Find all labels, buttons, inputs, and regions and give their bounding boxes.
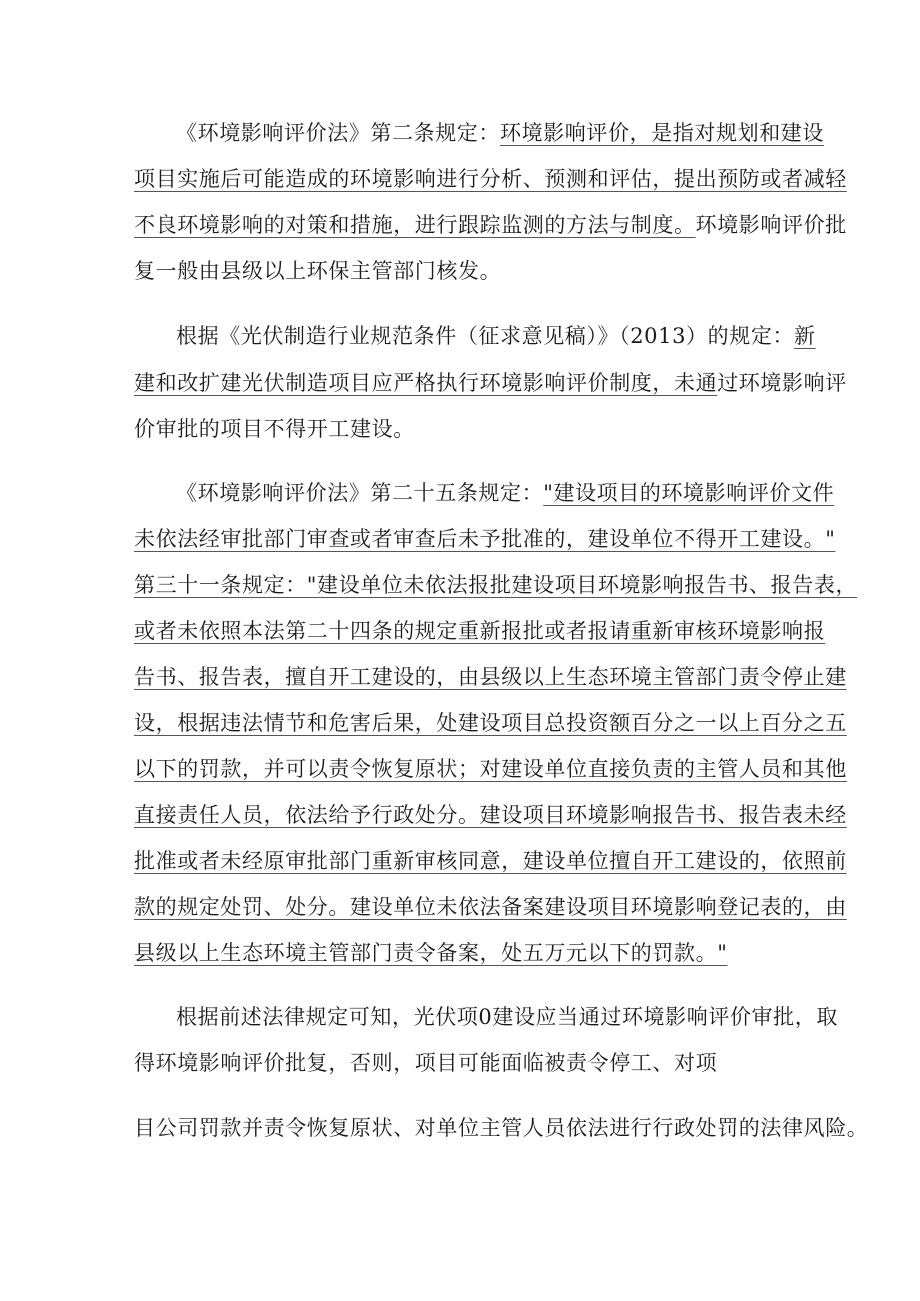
underlined-text-run: 县级以上生态环境主管部门责令备案，处五万元以下的罚款。" xyxy=(134,941,728,965)
p4-line-1 xyxy=(176,1002,838,1032)
underlined-text-run: 款的规定处罚、处分。建设单位未依法备案建设项目环境影响登记表的，由 xyxy=(134,895,847,919)
p3-line-7 xyxy=(134,754,847,784)
p3-line-8 xyxy=(134,800,847,830)
underlined-text-run: 以下的罚款，并可以责令恢复原状；对建设单位直接负责的主管人员和其他 xyxy=(134,757,847,781)
text-run: 价审批的项目不得开工建设。 xyxy=(134,417,415,441)
p2-line-3 xyxy=(134,414,415,444)
underlined-text-run: 项目实施后可能造成的环境影响进行分析、预测和评估，提出预防或者减轻 xyxy=(134,167,847,191)
p3-line-4 xyxy=(134,616,825,646)
p1-line-2 xyxy=(134,164,847,194)
text-run: 过环境影响评 xyxy=(717,371,847,395)
underlined-text-run: 设，根据违法情节和危害后果，处建设项目总投资额百分之一以上百分之五 xyxy=(134,711,847,735)
p3-line-6 xyxy=(134,708,847,738)
underlined-text-run: 直接责任人员，依法给予行政处分。建设项目环境影响报告书、报告表未经 xyxy=(134,803,847,827)
text-run: 环境影响评价批 xyxy=(695,213,847,237)
underlined-text-run: 第三十一条规定："建设单位未依法报批建设项目环境影响报告书、报告表， xyxy=(134,573,858,597)
underlined-text-run: 告书、报告表，擅自开工建设的，由县级以上生态环境主管部门责令停止建 xyxy=(134,665,847,689)
text-run: 《环境影响评价法》第二条规定： xyxy=(176,121,500,145)
p4-line-2 xyxy=(134,1048,717,1078)
underlined-text-run: 或者未依照本法第二十四条的规定重新报批或者报请重新审核环境影响报 xyxy=(134,619,826,643)
p3-line-2 xyxy=(134,524,835,554)
p2-line-2 xyxy=(134,368,847,398)
underlined-text-run: 新 xyxy=(794,324,816,348)
text-run: 目公司罚款并责令恢复原状、对单位主管人员依法进行行政处罚的法律风险。 xyxy=(134,1116,869,1140)
underlined-text-run: 未依法经审批部门审查或者审查后未予批准的，建设单位不得开工建设。" xyxy=(134,527,836,551)
p1-line-3 xyxy=(134,210,847,240)
p3-line-9 xyxy=(134,846,847,876)
text-run: 根据《光伏制造行业规范条件（征求意见稿）》（2013）的规定： xyxy=(176,324,795,348)
underlined-text-run: 不良环境影响的对策和措施，进行跟踪监测的方法与制度。 xyxy=(134,213,696,237)
p1-line-4 xyxy=(134,256,501,286)
p3-line-10 xyxy=(134,892,847,922)
underlined-text-run: "建设项目的环境影响评价文件 xyxy=(543,481,835,505)
text-run: 《环境影响评价法》第二十五条规定： xyxy=(176,481,544,505)
text-run: 得环境影响评价批复，否则，项目可能面临被责令停工、对项 xyxy=(134,1051,718,1075)
underlined-text-run: 批准或者未经原审批部门重新审核同意，建设单位擅自开工建设的，依照前 xyxy=(134,849,847,873)
text-run: 复一般由县级以上环保主管部门核发。 xyxy=(134,259,502,283)
p3-line-11 xyxy=(134,938,727,968)
p3-line-5 xyxy=(134,662,847,692)
p3-line-1 xyxy=(176,478,834,508)
underlined-text-run: 环境影响评价，是指对规划和建设 xyxy=(500,121,824,145)
p5-line-1 xyxy=(134,1113,868,1143)
p2-line-1 xyxy=(176,321,816,351)
text-run: 根据前述法律规定可知，光伏项0建设应当通过环境影响评价审批，取 xyxy=(176,1005,838,1029)
p1-line-1 xyxy=(176,118,824,148)
p3-line-3 xyxy=(134,570,857,600)
underlined-text-run: 建和改扩建光伏制造项目应严格执行环境影响评价制度，未通 xyxy=(134,371,718,395)
